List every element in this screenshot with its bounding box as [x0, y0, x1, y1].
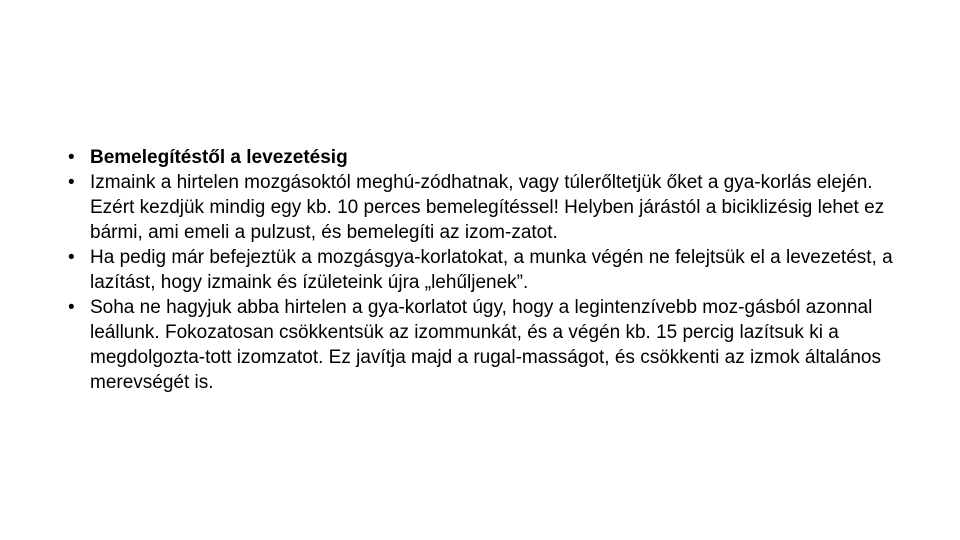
bullet-item-cooldown [68, 245, 898, 295]
bullet-text: Ha pedig már befejeztük a mozgásgya-korlatokat, a munka végén ne felejtsük el a levezetést, a lazítást, hogy izmaink és ízületeink újra „lehűljenek”. [90, 247, 893, 293]
bullet-marker: • [68, 297, 75, 318]
bullet-text: Izmaink a hirtelen mozgásoktól meghú-zódhatnak, vagy túlerőltetjük őket a gya-korlás elején. Ezért kezdjük mindig egy kb. 10 perces bemelegítéssel! Helyben járástól a biciklizésig lehet ez bármi, ami emeli a pulzust, és bemelegíti az izom-zatot. [90, 172, 885, 243]
bullet-marker: • [68, 247, 75, 268]
bullet-marker: • [68, 147, 75, 168]
bullet-text: Bemelegítéstől a levezetésig [90, 147, 348, 168]
bullet-list [68, 145, 898, 395]
bullet-item-heading [68, 145, 898, 170]
bullet-item-gradual-stop [68, 295, 898, 395]
bullet-marker: • [68, 172, 75, 193]
bullet-item-warmup [68, 170, 898, 245]
bullet-text: Soha ne hagyjuk abba hirtelen a gya-korlatot úgy, hogy a legintenzívebb moz-gásból azonnal leállunk. Fokozatosan csökkentsük az izommunkát, és a végén kb. 15 percig lazítsuk ki a megdolgozta-tott izomzatot. Ez javítja majd a rugal-masságot, és csökkenti az izmok általános merevségét is. [90, 297, 881, 393]
